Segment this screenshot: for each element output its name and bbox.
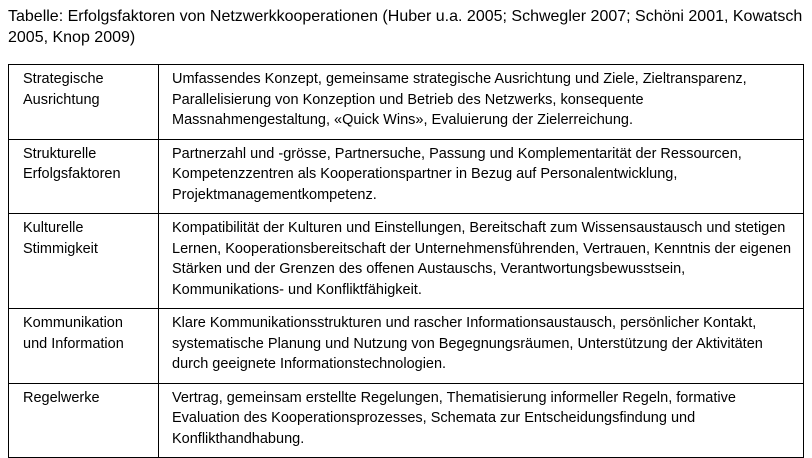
- factor-label: Regelwerke: [23, 389, 100, 406]
- factor-description: Umfassendes Konzept, gemeinsame strategische Ausrichtung und Ziele, Zieltransparenz, Parallelisierung von Konzeption und Betrieb des Netzwerks, konsequente Massnahmengestaltung, «Quick Wins», Evaluierung der Zielerreichung.: [172, 71, 747, 128]
- factor-description: Klare Kommunikationsstrukturen und rascher Informationsaustausch, persönlicher Kontakt, systematische Planung und Nutzung von Begegnungsräumen, Unterstützung der Aktivitäten durch geeignete Informationstechnologien.: [172, 315, 763, 372]
- table-caption: Tabelle: Erfolgsfaktoren von Netzwerkkooperationen (Huber u.a. 2005; Schwegler 2007; Schöni 2001, Kowatsch 2005, Knop 2009): [8, 8, 803, 46]
- factor-cell: [9, 65, 159, 140]
- table-row: [9, 214, 804, 309]
- description-cell: [159, 139, 804, 214]
- factor-cell: [9, 214, 159, 309]
- factor-label: Strukturelle Erfolgsfaktoren: [23, 145, 121, 182]
- factor-description: Vertrag, gemeinsam erstellte Regelungen, Thematisierung informeller Regeln, formative Evaluation des Kooperationsprozesses, Schemata zur Entscheidungsfindung und Konflikthandhabung.: [172, 389, 736, 447]
- description-cell: [159, 383, 804, 458]
- description-cell: [159, 65, 804, 140]
- factor-label: Strategische Ausrichtung: [23, 71, 104, 108]
- factor-label: Kulturelle Stimmigkeit: [23, 220, 98, 257]
- factor-cell: [9, 309, 159, 384]
- factor-description: Partnerzahl und -grösse, Partnersuche, Passung und Komplementarität der Ressourcen, Kompetenzzentren als Kooperationspartner in Bezug auf Personalentwicklung, Projektmanagementkompetenz.: [172, 145, 742, 203]
- factor-cell: [9, 383, 159, 458]
- factor-description: Kompatibilität der Kulturen und Einstellungen, Bereitschaft zum Wissensaustausch und stetigen Lernen, Kooperationsbereitschaft der Unternehmensführenden, Vertrauen, Kenntnis der eigenen Stärken und der Grenzen des offenen Austauschs, Verantwortungsbewusstsein, Kommunikations- und Konfliktfähigkeit.: [172, 220, 792, 298]
- table-row: [9, 65, 804, 140]
- success-factors-table: [8, 64, 804, 458]
- table-row: [9, 383, 804, 458]
- factor-cell: [9, 139, 159, 214]
- table-row: [9, 309, 804, 384]
- description-cell: [159, 214, 804, 309]
- factor-label: Kommunikation und Information: [23, 315, 124, 352]
- table-row: [9, 139, 804, 214]
- description-cell: [159, 309, 804, 384]
